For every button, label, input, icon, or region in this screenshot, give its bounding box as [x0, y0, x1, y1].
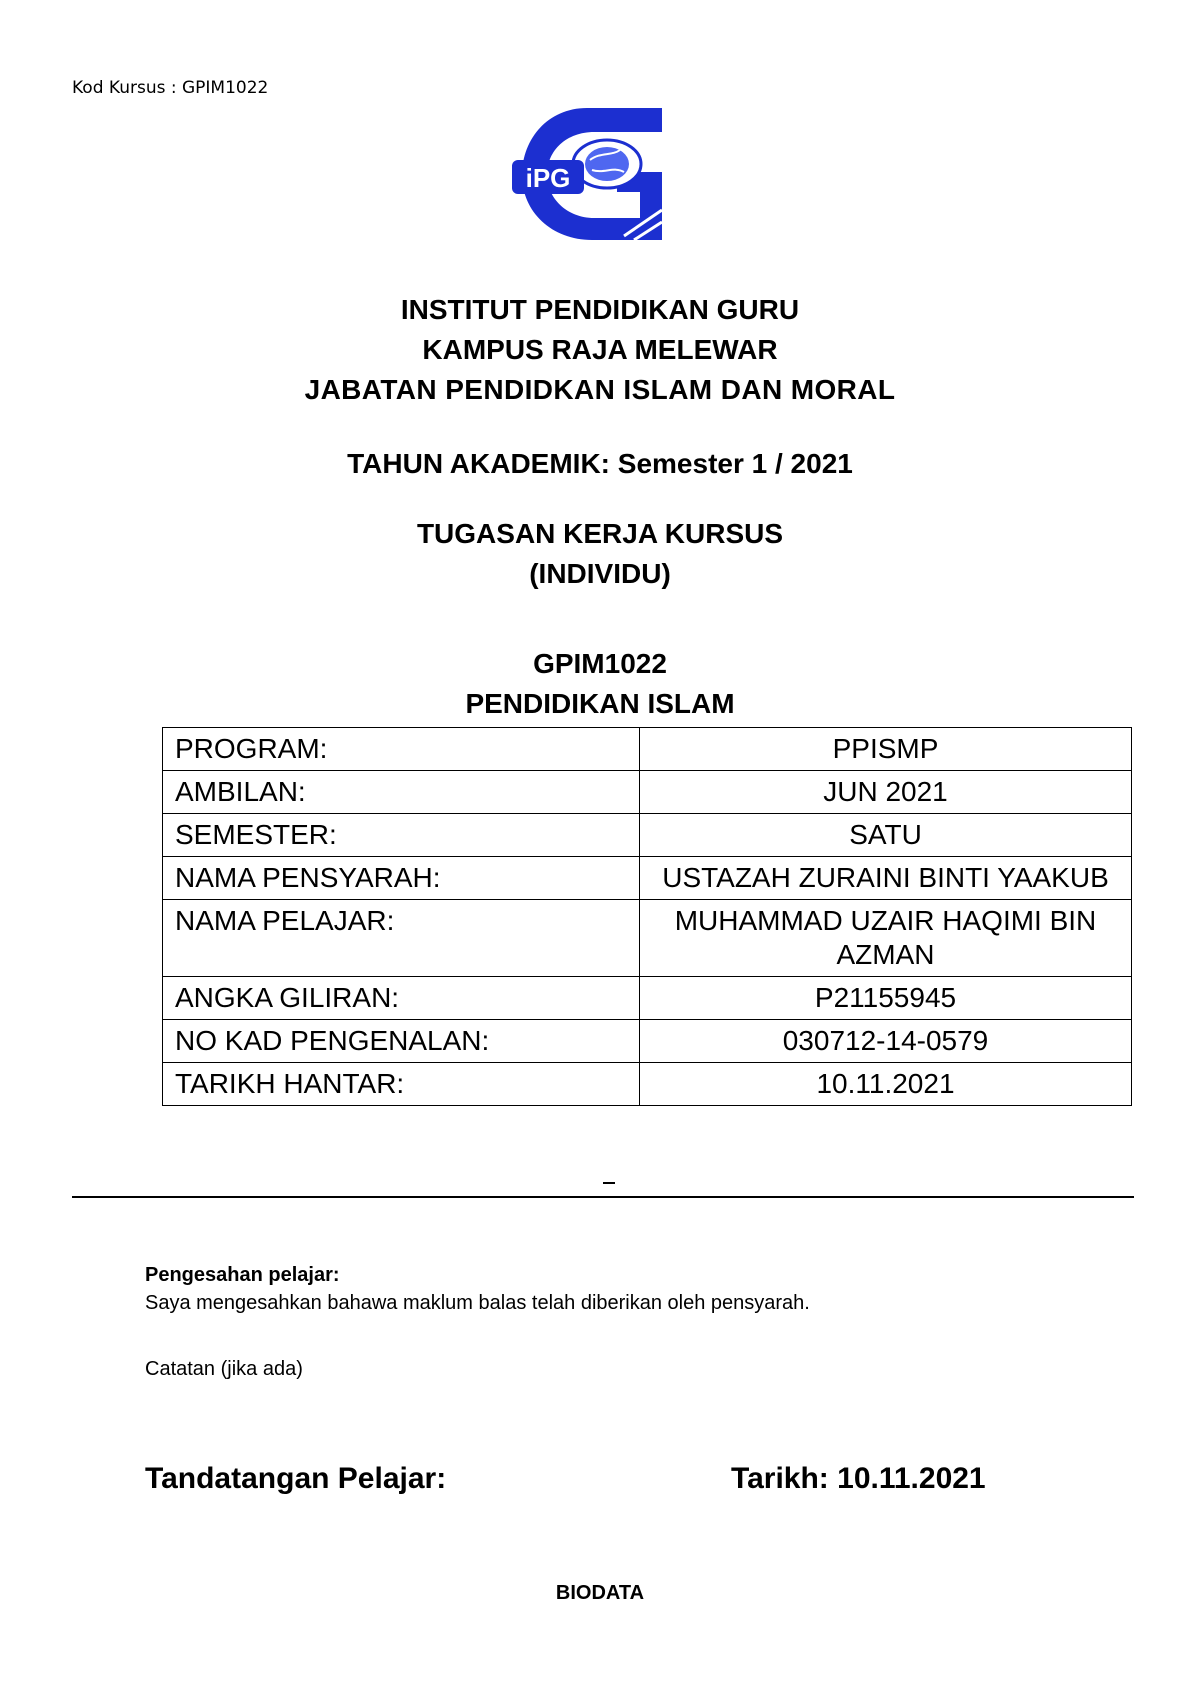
ipg-logo-text: iPG [525, 163, 571, 193]
dash-mark [603, 1182, 615, 1184]
table-row [163, 1063, 1132, 1106]
row-value: MUHAMMAD UZAIR HAQIMI BIN AZMAN [640, 900, 1132, 977]
campus-title: KAMPUS RAJA MELEWAR [422, 334, 778, 365]
info-table [162, 727, 1132, 1106]
pengesahan-text: Saya mengesahkan bahawa maklum balas telah diberikan oleh pensyarah. [145, 1292, 810, 1314]
table-row [163, 977, 1132, 1020]
row-value: JUN 2021 [640, 771, 1132, 814]
signature-date: Tarikh: 10.11.2021 [731, 1462, 986, 1495]
row-label: NO KAD PENGENALAN: [163, 1020, 640, 1063]
department-title: JABATAN PENDIDKAN ISLAM DAN MORAL [304, 374, 896, 405]
table-row [163, 900, 1132, 977]
row-value: PPISMP [640, 728, 1132, 771]
row-label: SEMESTER: [163, 814, 640, 857]
row-value: SATU [640, 814, 1132, 857]
row-label: AMBILAN: [163, 771, 640, 814]
pengesahan-heading: Pengesahan pelajar: [145, 1264, 340, 1286]
row-label: NAMA PENSYARAH: [163, 857, 640, 900]
row-label: PROGRAM: [163, 728, 640, 771]
row-label: ANGKA GILIRAN: [163, 977, 640, 1020]
row-label: TARIKH HANTAR: [163, 1063, 640, 1106]
ipg-logo [512, 100, 692, 250]
signature-label: Tandatangan Pelajar: [145, 1462, 447, 1495]
row-label: NAMA PELAJAR: [163, 900, 640, 977]
course-code-header: Kod Kursus : GPIM1022 [72, 78, 269, 98]
divider-line [72, 1196, 1134, 1198]
assignment-type: (INDIVIDU) [529, 558, 671, 589]
table-row [163, 814, 1132, 857]
course-code: GPIM1022 [533, 648, 667, 679]
table-row [163, 728, 1132, 771]
assignment-title: TUGASAN KERJA KURSUS [416, 518, 784, 549]
academic-year: TAHUN AKADEMIK: Semester 1 / 2021 [347, 448, 853, 479]
course-name: PENDIDIKAN ISLAM [465, 688, 735, 719]
row-value: 10.11.2021 [640, 1063, 1132, 1106]
table-row [163, 857, 1132, 900]
institute-title: INSTITUT PENDIDIKAN GURU [400, 294, 800, 325]
table-row [163, 771, 1132, 814]
row-value: USTAZAH ZURAINI BINTI YAAKUB [640, 857, 1132, 900]
row-value: P21155945 [640, 977, 1132, 1020]
catatan-label: Catatan (jika ada) [145, 1358, 303, 1380]
biodata-heading: BIODATA [555, 1582, 645, 1604]
row-value: 030712-14-0579 [640, 1020, 1132, 1063]
table-row [163, 1020, 1132, 1063]
